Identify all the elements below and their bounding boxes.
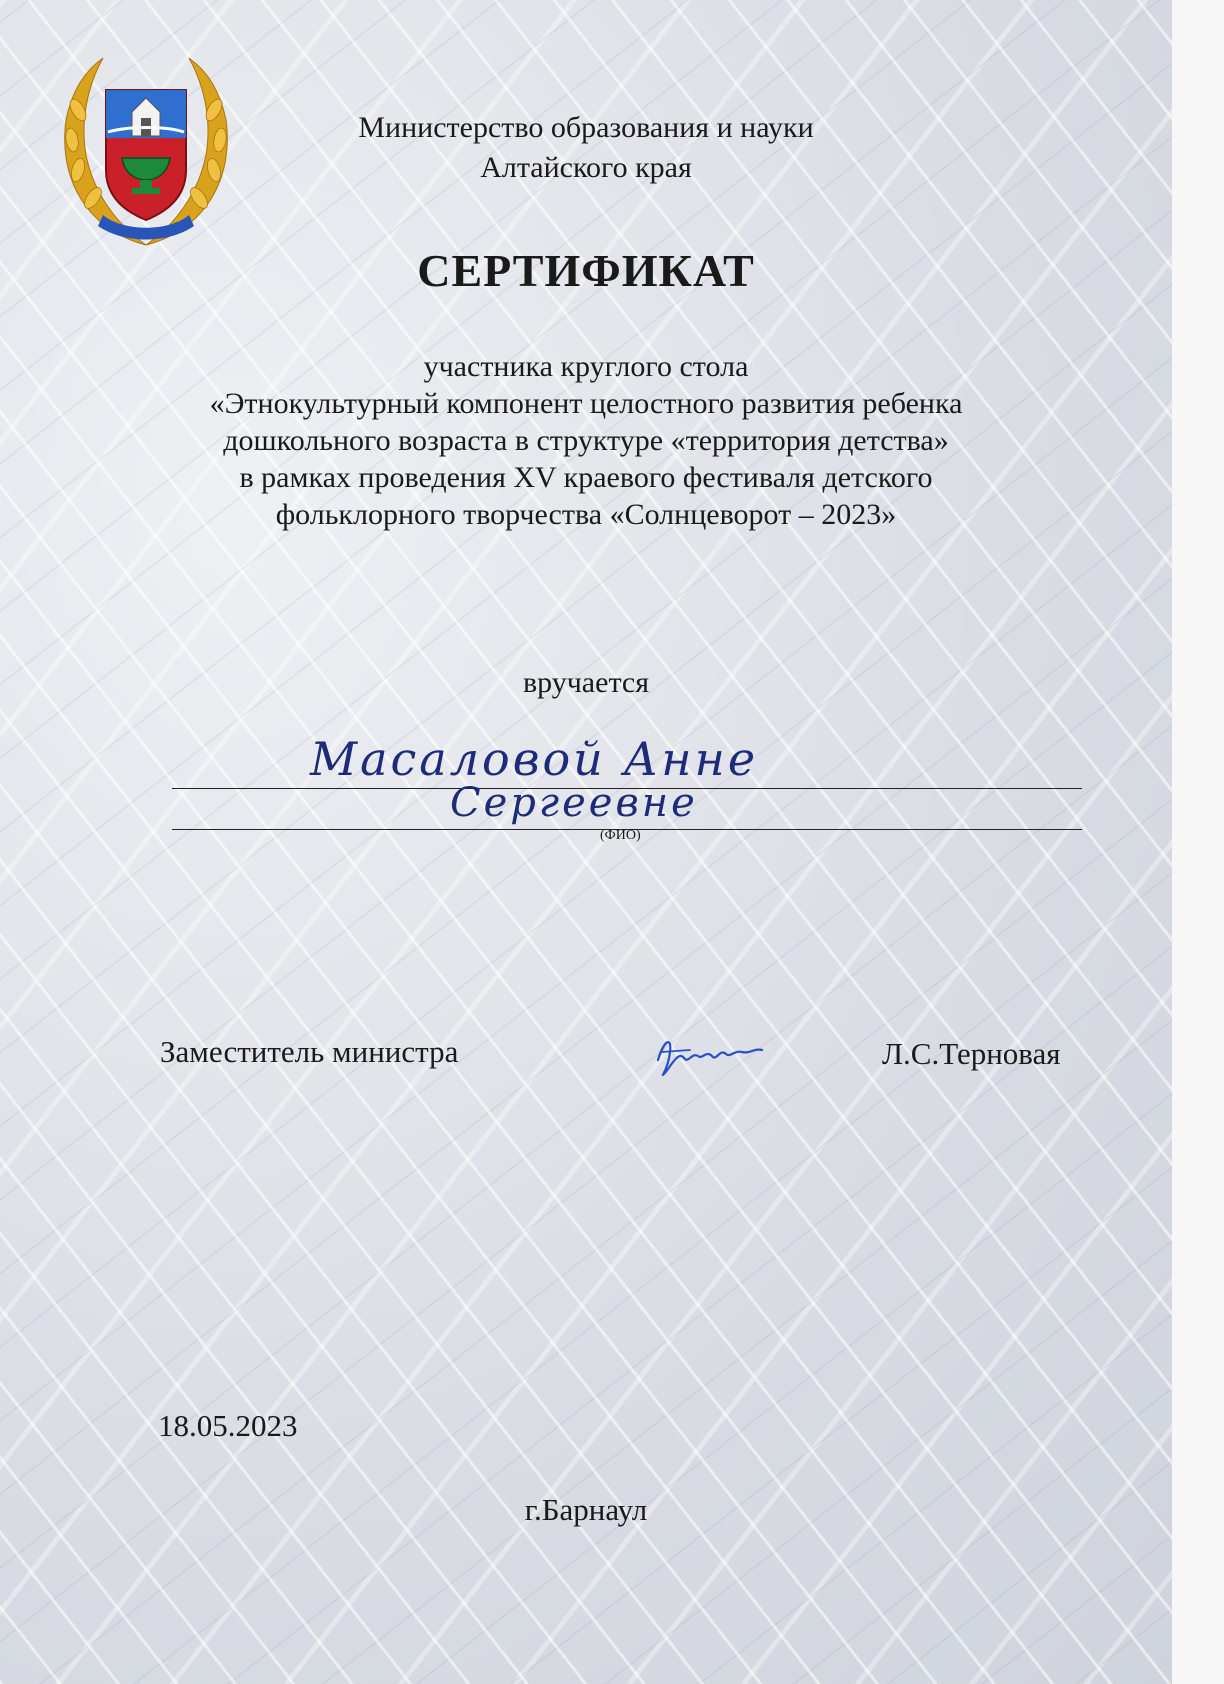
handwritten-signature	[650, 1030, 770, 1082]
awarded-label: вручается	[522, 666, 650, 699]
description-line: в рамках проведения XV краевого фестиваля детского	[239, 461, 933, 494]
description-line: участника круглого стола	[423, 350, 749, 383]
description-line: дошкольного возраста в структуре «территория детства»	[223, 424, 949, 457]
signatory-name: Л.С.Терновая	[882, 1036, 1061, 1071]
ministry-line-1: Министерство образования и науки	[358, 111, 814, 144]
recipient-name-line-2: Сергеевне	[450, 780, 698, 826]
certificate-description	[0, 348, 1172, 533]
certificate-title: СЕРТИФИКАТ	[417, 245, 755, 296]
issue-city: г.Барнаул	[524, 1492, 648, 1527]
fio-caption: (ФИО)	[600, 828, 641, 843]
signatory-position: Заместитель министра	[160, 1034, 459, 1069]
recipient-name-line-1: Масаловой Анне	[310, 732, 759, 786]
ministry-name	[0, 108, 1172, 188]
scan-margin	[1172, 0, 1224, 1684]
description-line: «Этнокультурный компонент целостного развития ребенка	[209, 387, 963, 420]
issue-date: 18.05.2023	[158, 1408, 298, 1443]
ministry-line-2: Алтайского края	[480, 151, 692, 184]
description-line: фольклорного творчества «Солнцеворот – 2023»	[275, 498, 897, 531]
